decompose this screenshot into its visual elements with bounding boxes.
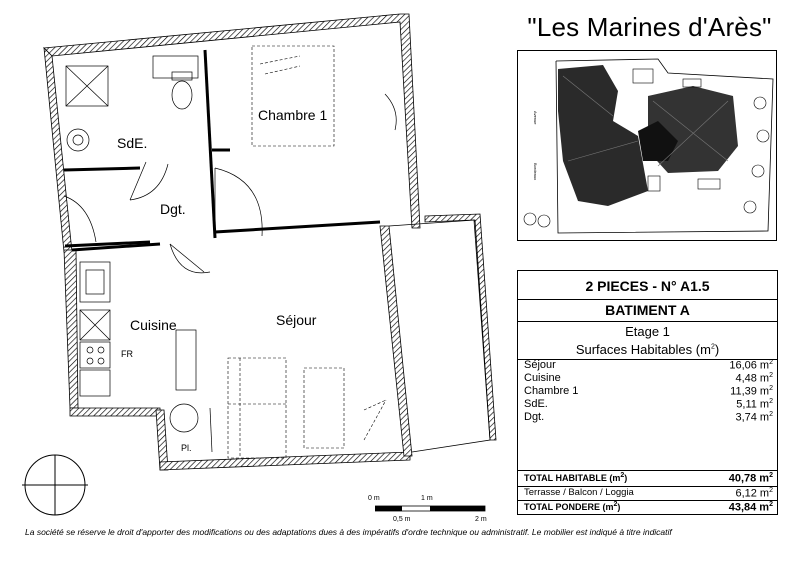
placard-marker: Pl. [181, 443, 192, 453]
terrasse-row: Terrasse / Balcon / Loggia 6,12 $m^2$ [524, 487, 773, 500]
scale-label-0: 0 m [368, 495, 380, 502]
fridge-marker: FR [121, 349, 133, 359]
scale-label-2: 2 m [475, 516, 487, 523]
site-plan-drawing [518, 51, 776, 240]
room-label-chambre: Chambre 1 [258, 107, 328, 123]
surface-row-sde: SdE. 5,11 $m^2$ [524, 398, 773, 411]
street-label-2: Bordeaux [533, 163, 538, 181]
surface-row-dgt: Dgt. 3,74 $m^2$ [524, 411, 773, 424]
scale-label-05: 0,5 m [393, 516, 411, 523]
compass-icon [22, 455, 88, 515]
room-label-sejour: Séjour [276, 312, 317, 328]
room-label-cuisine: Cuisine [130, 317, 177, 333]
site-plan [517, 50, 777, 241]
exterior-walls [44, 14, 496, 470]
disclaimer: La société se réserve le droit d'apporter des modifications ou des adaptations dues à des impératifs d'ordre technique ou administratif. Le mobilier est indiqué à titre indicatif [25, 527, 672, 537]
surface-row-cuisine: Cuisine 4,48 $m^2$ [524, 372, 773, 385]
floor-label: Etage 1 [625, 324, 670, 339]
scale-bar [365, 495, 495, 525]
street-label-1: Avenue [533, 111, 538, 125]
total-habitable-row: TOTAL HABITABLE $(m^2)$ 40,78 $m^2$ [524, 472, 773, 485]
total-pondere-row: TOTAL PONDERE $(m^2)$ 43,84 $m^2$ [524, 501, 773, 514]
surface-row-chambre: Chambre 1 11,39 $m^2$ [524, 385, 773, 398]
surfaces-table [517, 270, 778, 515]
surface-row-sejour: Séjour 16,06 $m^2$ [524, 359, 773, 372]
surfaces-title: Surfaces Habitables $(m^2)$ [575, 342, 720, 357]
building-label: BATIMENT A [605, 302, 690, 318]
apartment-title: 2 PIECES - N° A1.5 [585, 278, 710, 294]
room-label-dgt: Dgt. [160, 201, 186, 217]
project-title: "Les Marines d'Arès" [527, 12, 772, 42]
room-label-sde: SdE. [117, 135, 148, 151]
scale-label-1: 1 m [421, 495, 433, 502]
scale-bar-graphic [375, 504, 487, 516]
